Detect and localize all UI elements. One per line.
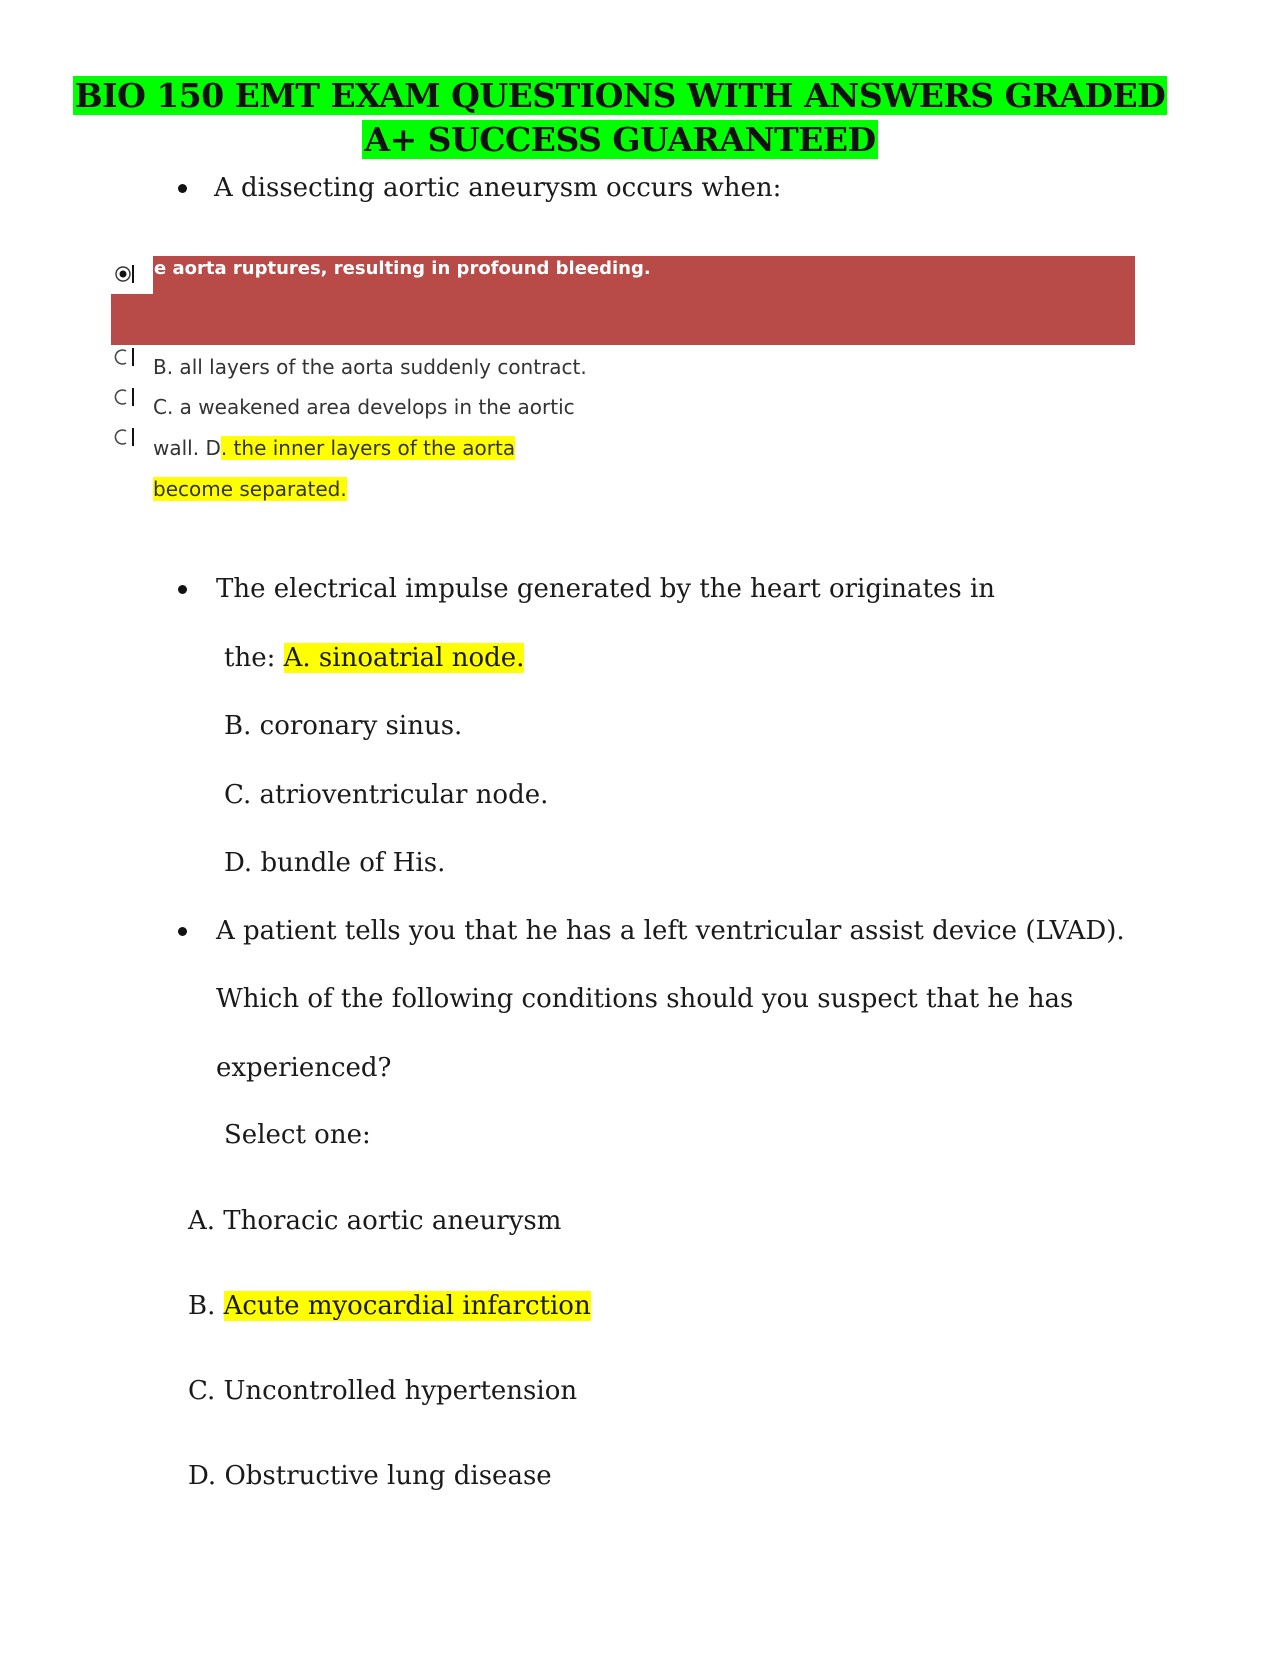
- question-1-text: A dissecting aortic aneurysm occurs when:: [214, 173, 782, 203]
- q2-option-b: B. coronary sinus.: [224, 711, 463, 741]
- selected-answer-text: e aorta ruptures, resulting in profound bleeding.: [154, 258, 651, 279]
- bullet-q3: [178, 927, 187, 936]
- question-3-line-3: experienced?: [216, 1053, 392, 1083]
- bullet-q2: [178, 585, 187, 594]
- q3-option-d: D. Obstructive lung disease: [188, 1461, 552, 1491]
- question-2-text: The electrical impulse generated by the heart originates in: [216, 574, 996, 604]
- q2-option-d: D. bundle of His.: [224, 848, 446, 878]
- q2-stem-end: the:: [224, 643, 284, 673]
- question-3-line-2: Which of the following conditions should you suspect that he has: [216, 984, 1074, 1014]
- document-title-line-2: [0, 118, 1240, 162]
- question-3-line-1: A patient tells you that he has a left ventricular assist device (LVAD).: [216, 916, 1125, 946]
- q3-option-b-prefix: B.: [188, 1291, 224, 1321]
- bullet-q1: [178, 184, 187, 193]
- q2-stem-and-option-a: [224, 642, 524, 674]
- title-text-1: BIO 150 EMT EXAM QUESTIONS WITH ANSWERS GRADED: [74, 76, 1166, 115]
- radio-selected-icon[interactable]: [113, 263, 135, 285]
- radio-option-b-icon[interactable]: [113, 346, 135, 368]
- q1-option-d-continued: [153, 476, 347, 502]
- q1-option-c-continued: [153, 435, 515, 461]
- title-text-2: A+ SUCCESS GUARANTEED: [364, 120, 876, 159]
- q1-option-b: B. all layers of the aorta suddenly contract.: [153, 355, 587, 379]
- document-title-line-1: [0, 74, 1240, 118]
- q3-instruction: Select one:: [224, 1120, 371, 1150]
- q2-option-a: A. sinoatrial node.: [283, 643, 525, 673]
- q1-option-d-end: become separated.: [153, 477, 347, 501]
- q3-option-c: C. Uncontrolled hypertension: [188, 1376, 578, 1406]
- q1-option-c-end: wall. D: [153, 436, 221, 460]
- q3-option-b: Acute myocardial infarction: [223, 1291, 591, 1321]
- q1-option-d-highlight: . the inner layers of the aorta: [220, 436, 516, 460]
- q3-option-a: A. Thoracic aortic aneurysm: [188, 1206, 562, 1236]
- radio-option-c-icon[interactable]: [113, 386, 135, 408]
- radio-option-d-icon[interactable]: [113, 426, 135, 448]
- q2-option-c: C. atrioventricular node.: [224, 780, 549, 810]
- q3-option-b-line: [188, 1290, 591, 1322]
- q1-option-c: C. a weakened area develops in the aortic: [153, 395, 575, 419]
